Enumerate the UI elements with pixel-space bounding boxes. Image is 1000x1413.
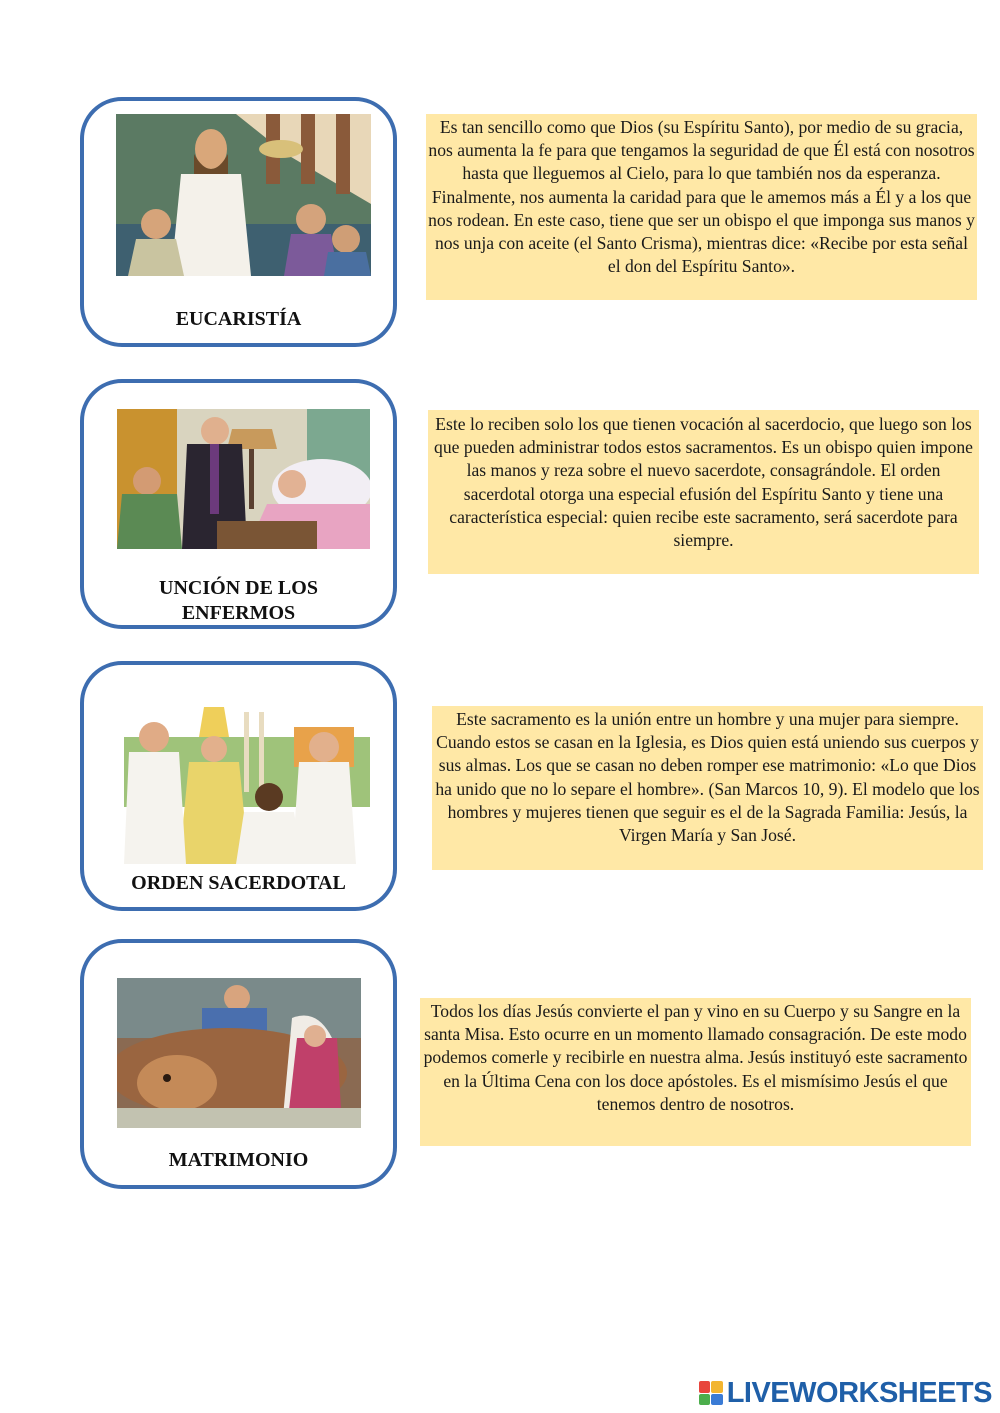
bishop-ordination-image — [124, 707, 370, 864]
liveworksheets-brand — [699, 1377, 992, 1409]
card-label: EUCARISTÍA — [175, 308, 302, 330]
description-text-2: Este lo reciben solo los que tienen vocación al sacerdocio, que luego son los que pueden administrar todos estos sacramentos. Es un obispo quien impone las manos y reza sobre el nuevo sacerdote, consagrándole. El orden sacerdotal otorga una especial efusión del Espíritu Santo y tiene una característica especial: quien recibe este sacramento, será sacerdote para siempre. — [428, 410, 979, 574]
priest-anointing-sick-image — [117, 409, 370, 549]
description-text-1: Es tan sencillo como que Dios (su Espíritu Santo), por medio de su gracia, nos aumenta la fe para que tengamos la seguridad de que Él está con nosotros hasta que lleguemos al Cielo, para lo que también nos da esperanza. Finalmente, nos aumenta la caridad para que le amemos más a Él y a los que nos rodean. En este caso, tiene que ser un obispo el que imponga sus manos y nos unja con aceite (el Santo Crisma), mientras dice: «Recibe por esta señal el don del Espíritu Santo». — [426, 114, 977, 300]
sacrament-card-matrimonio — [80, 939, 397, 1189]
description-text-4: Todos los días Jesús convierte el pan y vino en su Cuerpo y su Sangre en la santa Misa. Esto ocurre en un momento llamado consagración. De este modo podemos comerle y recibirle en nuestra alma. Jesús instituyó este sacramento en la Última Cena con los doce apóstoles. Es el mismísimo Jesús el que tenemos dentro de nosotros. — [420, 998, 971, 1146]
card-label-line: ENFERMOS — [181, 602, 296, 624]
jesus-last-supper-image — [116, 114, 371, 276]
description-text-3: Este sacramento es la unión entre un hombre y una mujer para siempre. Cuando estos se casan en la Iglesia, es Dios quien está uniendo sus cuerpos y sus almas. Los que se casan no deben romper ese matrimonio: «Lo que Dios ha unido que no lo separe el hombre». (San Marcos 10, 9). El modelo que los hombres y mujeres tienen que seguir es el de la Sagrada Familia: Jesús, la Virgen María y San José. — [432, 706, 983, 870]
liveworksheets-logo-icon — [699, 1381, 723, 1405]
sacrament-card-uncion — [80, 379, 397, 629]
holy-family-nativity-image — [117, 978, 361, 1128]
card-label — [84, 576, 393, 626]
card-label: MATRIMONIO — [168, 1149, 309, 1171]
card-label-line: UNCIÓN DE LOS — [159, 577, 318, 599]
sacrament-card-eucaristia — [80, 97, 397, 347]
card-label: ORDEN SACERDOTAL — [131, 872, 346, 894]
brand-wordmark: LIVEWORKSHEETS — [726, 1376, 992, 1409]
sacrament-card-orden — [80, 661, 397, 911]
